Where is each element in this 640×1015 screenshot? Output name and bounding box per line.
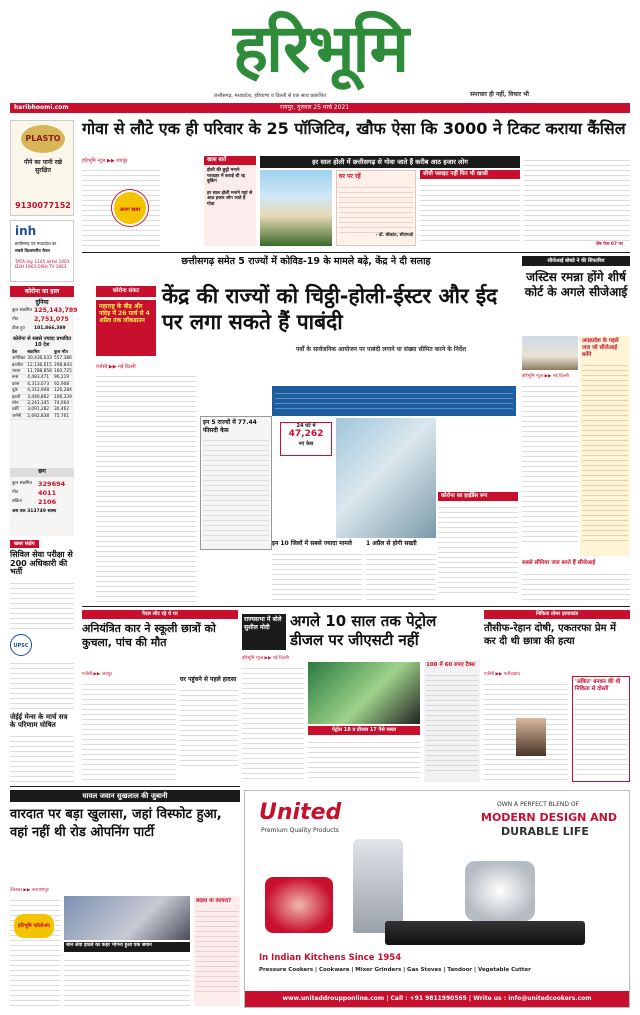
lead-byline: हरिभूमि न्यूज ▶▶ रायपुर [82,158,128,164]
world-cases: 125,143,789 [34,307,78,314]
covid-april-body [366,550,436,600]
united-products: Pressure Cookers | Cookware | Mixer Grinders | Gas Stoves | Tandoor | Vegetable Cutter [259,967,531,973]
state-active: 2106 [38,498,57,506]
top10-cell-deaths: 75,761 [53,413,73,419]
top10-header-cases: संक्रमित [26,350,53,356]
covid-districts-title: इन 10 जिलों में सबसे ज्यादा मामले [272,540,352,547]
united-headline-3: DURABLE LIFE [501,825,589,838]
mixer-grinder-image [353,839,403,933]
murder-headline[interactable]: तौसीफ-रेहान दोषी, एकतरफा प्रेम में कर दी थी छात्रा की हत्या [484,623,616,647]
ppe-workers-photo [336,418,436,538]
gst-byline: हरिभूमि न्यूज ▶▶ नई दिल्ली [242,656,289,661]
gst-headline[interactable]: अगले 10 साल तक पेट्रोल डीजल पर जीएसटी नहीं [290,612,437,649]
state-deaths: 4011 [38,489,57,497]
corona-sidebar [10,286,78,536]
lead-flight-body [420,181,520,243]
bottom-photo-caption: जान लेवा हादसे का कहर भोगना हुआ एक जवान [64,942,190,952]
gst-box-title: 100 में 60 रुपए टैक्स [426,662,475,668]
cji-headline[interactable]: जस्टिस रमन्ना होंगे शीर्ष कोर्ट के अगले सीजेआई [524,270,628,299]
new-cases-box [280,422,332,456]
top10-cell-country: भारत [11,369,26,375]
gst-body [242,664,304,782]
top10-row [11,369,73,375]
united-headline-2: MODERN DESIGN AND [481,811,618,824]
inh-ad [10,220,74,282]
covid-vaccine-title: इन 5 राज्यों में 77.44 फीसदी केस [203,419,257,434]
bottom-body-2 [64,956,190,1006]
cji-body-2 [522,570,630,602]
covid-districts-body [272,550,362,600]
world-recovered-label: ठीक हुए [12,326,25,331]
top10-row [11,356,73,362]
plasto-brand: PLASTO [25,134,61,143]
state-label: छग [10,468,74,477]
inh-channels: TATA sky 1145 airtel 1003 D2H 1963 DISH TV 1663 [15,259,70,270]
covid-thriller-body [438,503,518,597]
fuel-pump-photo [308,662,420,724]
state-cases-label: कुल संक्रमित [12,481,32,486]
top10-cell-cases: 4,483,471 [26,375,53,381]
top10-cell-cases: 3,440,862 [26,394,53,400]
top10-header-country: देश [11,350,26,356]
bottom-headline[interactable]: वारदात पर बड़ा खुलासा, जहां विस्फोट हुआ, वहां नहीं थी रोड ओपनिंग पार्टी [10,807,222,840]
top10-row [11,413,73,419]
murder-quote-title: 'अंकित' बनकर की थी निकिता से दोस्ती [575,679,621,692]
lead-badge [112,190,148,226]
top10-header-deaths: कुल मौत [53,350,73,356]
state-deaths-label: मौत [12,490,19,495]
bottom-box [194,896,240,1006]
brief-body-3 [10,732,74,784]
cji-second-head: सबसे सीनियर जज बनते हैं सीजेआई [522,560,596,566]
plasto-phone: 9130077152 [15,201,71,210]
car-inset [180,676,238,780]
gst-caption: पेट्रोल 18 व डीजल 17 पैसे सस्ता [308,726,420,735]
plasto-tagline: पीने का पानी रखे सुरक्षित [24,159,62,174]
victim-photo [516,718,546,756]
united-sub: Premium Quality Products [261,827,339,834]
top10-cell-cases: 12,136,615 [27,362,52,368]
top10-cell-deaths: 74,064 [53,400,73,406]
car-headline[interactable]: अनियंत्रित कार ने स्कूली छात्रों को कुचला, पांच की मौत [82,622,216,649]
covid-april-title: 1 अप्रैल से होगी सख्ती [366,540,417,547]
divider-mid [82,606,630,607]
masthead [0,0,640,120]
top10-cell-deaths: 557,386 [54,356,72,362]
covid-headline[interactable]: केंद्र की राज्यों को चिट्ठी-होली-ईस्टर और ईद पर लगा सकते हैं पाबंदी [162,284,498,334]
top10-cell-deaths: 30,462 [53,407,73,413]
plasto-logo [21,125,65,153]
gst-box [424,660,480,782]
lead-doctor: - डॉ. श्रीकांत, सीएमओ [375,232,413,238]
top10-cell-country: अमेरिका [12,356,26,362]
covid-blue-banner [272,386,516,416]
top10-title: कोरोना से सबसे ज्यादा प्रभावित 10 देश [12,336,72,349]
top10-cell-country: यूके [11,388,26,394]
bottom-body [10,896,60,1006]
top10-row [11,362,73,368]
pressure-cooker-image [265,877,333,933]
bottom-box-body [196,907,238,995]
cji-sidebar-title: आंध्रप्रदेश के पहले जज जो सीजेआई बनेंगे [582,338,619,358]
top10-cell-cases: 4,313,073 [26,381,53,387]
top10-cell-deaths: 160,725 [54,369,72,375]
top10-row [11,394,73,400]
united-headline-1: OWN A PERFECT BLEND OF [497,801,580,808]
top10-cell-deaths: 92,908 [53,381,73,387]
top10-cell-country: जर्मनी [11,413,26,419]
united-logo: United [259,800,342,825]
top10-cell-deaths: 96,219 [53,375,73,381]
car-tag: पैदल लौट रहे थे घर [82,610,238,619]
top10-cell-cases: 4,312,908 [26,388,53,394]
gst-body-2 [308,738,420,782]
murder-byline: एजेंसी ▶▶ फरीदाबाद [484,672,520,677]
world-recovered: 101,866,389 [34,326,66,331]
cji-sidebar-body [582,361,628,541]
upsc-label: UPSC [13,643,29,650]
goa-beach-photo [260,170,332,246]
new-cases-value: 47,262 [288,429,324,440]
dateline: रायपुर, गुरुवार 25 मार्च 2021 [280,104,350,111]
gas-stove-image [385,921,585,945]
world-label: दुनिया [35,299,49,306]
brief-body [10,579,74,631]
divider-bottom [10,786,240,787]
corona-sidebar-title: कोरोना का हाल [10,286,74,297]
new-cases-label: 24 घंटे में [296,423,316,429]
brief-body-2 [10,659,74,711]
united-ad[interactable] [244,790,630,1008]
top10-cell-country: रूस [11,375,26,381]
lead-flight-title: सीधी फ्लाइट नहीं फिर भी खासी [420,170,520,179]
world-deaths: 2,751,075 [34,316,69,323]
top10-table [11,350,73,420]
car-body [82,680,176,780]
followup-badge-label: हरिभूमि फॉलोअप [17,923,51,929]
murder-quote [572,676,630,782]
top10-cell-deaths: 298,843 [54,362,72,368]
covid-subhead: पर्वों के सार्वजनिक आयोजन पर पाबंदी लगाने या संख्या सीमित करने के निर्देश [296,346,467,353]
world-cases-label: कुल संक्रमित [12,308,32,313]
brief-tag: खबर संक्षेप [10,540,39,548]
top10-cell-cases: 11,788,858 [27,369,52,375]
bottom-byline: टेकेश्वर ▶▶ नारायणपुर [10,888,49,893]
inh-logo: inh [15,224,37,238]
car-inset-body [180,686,238,770]
masthead-slogan: समाचार ही नहीं, विचार भी [470,91,529,98]
covid-blue-text [275,389,513,413]
lead-continued[interactable]: शेष पेज 07 पर [596,242,623,247]
covid-byline: एजेंसी ▶▶ नई दिल्ली [96,364,136,370]
united-contact[interactable]: www.uniteddroupponline.com | Call : +91 9811990565 | Write us : info@unitedcookers.com [245,991,629,1007]
gst-tag: राज्यसभा में बोले सुशील मोदी [242,614,286,650]
covid-body [96,372,196,602]
top10-cell-country: टर्की [11,407,26,413]
covid-april [366,540,436,602]
car-byline: एजेंसी ▶▶ जयपुर [82,672,113,677]
lead-body-right [524,156,630,242]
murder-quote-body [575,695,627,777]
covid-vaccine-body [203,436,269,544]
lead-badge-label: अलग खबर [119,207,141,213]
site-url[interactable]: haribhoomi.com [14,104,69,111]
top10-cell-country: ब्राजील [11,362,26,368]
lead-side-point-1: होली की छुट्टी मनाने परवाहर में कराई थी रद्द बुकिंग [207,167,245,185]
world-deaths-label: मौत [12,317,19,322]
top10-cell-country: फ्रांस [11,381,26,387]
lead-box-title: घर पर रहें [339,173,361,180]
brief-column [10,540,74,790]
top10-cell-cases: 3,091,282 [26,407,53,413]
lead-box-body [339,183,413,233]
lead-side-point-2: हर साल होली मनाने यहां से आठ हजार लोग जाते हैं गोवा [207,190,253,207]
new-cases-unit: नए केस [298,440,314,447]
masthead-title: हरिभूमि [232,9,408,87]
divider-lead [82,252,630,253]
covid-thriller-title: कोरोना का हाईडेंस रूप [438,492,518,501]
lead-box [336,170,416,246]
top10-cell-country: इटली [11,394,26,400]
united-since: In Indian Kitchens Since 1954 [259,953,402,963]
inh-line1: छत्तीसगढ़ एवं मध्यप्रदेश का [15,241,57,246]
state-cases: 329694 [38,480,66,488]
car-inset-title: घर पहुंचने से पहले हादसा [180,676,237,683]
top10-cell-deaths: 106,339 [54,394,72,400]
covid-districts [272,540,362,602]
cji-byline: हरिभूमि न्यूज ▶▶ नई दिल्ली [522,374,569,379]
masthead-editions: छत्तीसगढ़, मध्यप्रदेश, हरियाणा व दिल्ली से एक साथ प्रकाशित [214,93,326,99]
covid-tag: कोरोना संकट [96,286,156,297]
covid-thriller-box [438,492,518,602]
top10-cell-cases: 2,692,838 [26,413,53,419]
covid-vaccine-box [200,416,272,550]
lead-strip: हर साल होली में छत्तीसगढ़ से गोवा जाते हैं करीब आठ हजार लोग [260,156,520,168]
inh-line2: सबसे विश्वसनीय चैनल [15,248,50,253]
top10-cell-cases: 3,241,345 [26,400,53,406]
murder-tag: निकिता तोमर हत्याकांड [484,610,630,619]
covid-inset: महाराष्ट्र के बीड़ और नांदेड़ में 26 मार्च से 4 अप्रैल तक लॉकडाउन [96,300,156,356]
brief-headline[interactable]: सिविल सेवा परीक्षा से 200 अधिकारी की भर्ती [10,550,73,577]
upsc-logo [10,634,32,656]
plasto-ad [10,120,74,216]
brief-second-headline[interactable]: जेईई मेन्स के मार्च सत्र के परिणाम घोषित [10,713,68,729]
bottom-box-title: बदला या कायरा? [196,898,232,904]
supreme-court-photo [522,336,578,370]
bottom-strip: घायल जवान सुखलाल की जुबानी [10,790,240,802]
cji-body [522,382,578,542]
state-active-label: सक्रिय [12,499,22,504]
lead-side-title: खास बातें [204,156,256,165]
top10-cell-cases: 30,436,033 [27,356,52,362]
state-recovered: अब तक 313749 स्वस्थ [12,509,57,514]
top10-cell-deaths: 126,284 [54,388,72,394]
covid-kicker: छत्तीसगढ़ समेत 5 राज्यों में कोविड-19 के मामले बढ़े, केंद्र ने दी सलाह [181,256,431,267]
lead-headline[interactable]: गोवा से लौटे एक ही परिवार के 25 पॉजिटिव, खौफ ऐसा कि 3000 ने टिकट कराया कैंसिल [82,119,626,138]
lead-flight [420,170,520,246]
gst-box-body [426,671,478,775]
cji-sidebar [580,336,630,556]
stainless-cooker-image [465,861,535,921]
top10-cell-country: स्पेन [11,400,26,406]
followup-badge [14,914,54,938]
lead-side [204,156,256,246]
injured-jawan-photo [64,896,190,940]
cji-tag: सीजेआई बोबडे ने की सिफारिश [522,256,630,266]
